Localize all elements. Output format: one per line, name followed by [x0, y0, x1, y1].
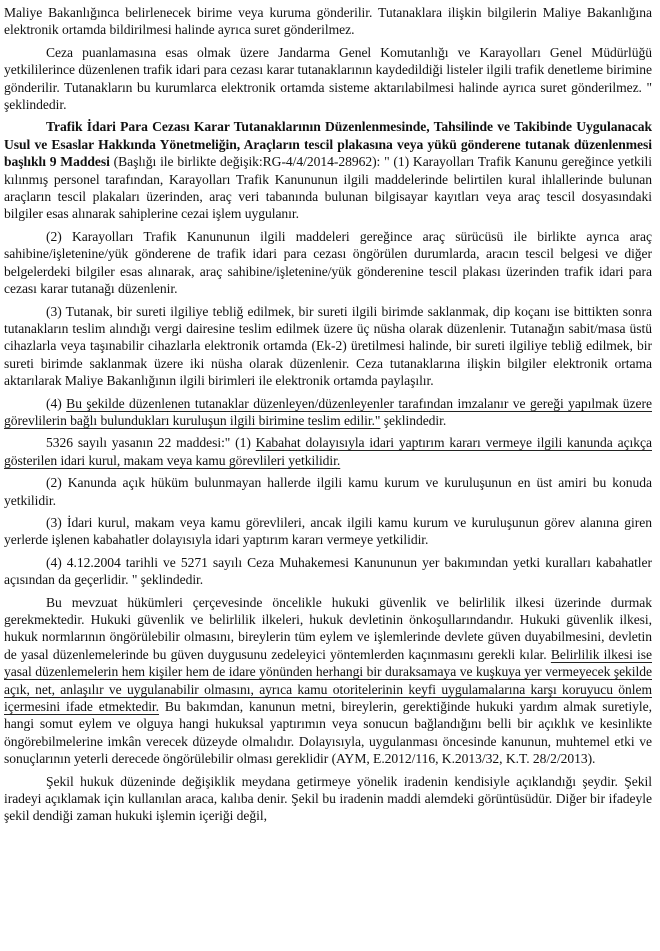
paragraph-12: Şekil hukuk düzeninde değişiklik meydana getirmeye yönelik iradenin kendisiyle açıklandığı şeydir. Şekil iradeyi açıklamak için kullanılan araca, kalıba denir. Şekil bu iradenin maddi alemdeki görüntüsüdür. Diğer bir ifadeyle şekil dendiği zaman hukuki işlemin içeriği değil, [4, 773, 652, 824]
paragraph-11-tail: Bu bakımdan, kanunun metni, bireylerin, gerektiğinde hukuki yardım almak suretiyle, hangi somut eylem ve olguya hangi hukuksal yaptırımın veya sonucun bağlandığını belli bir açıklık ve kesinlikte öngörebilmelerine imkân verecek düzeyde olmalıdır. Dolayısıyla, uygulanması öncesinde kanunun, muhtemel etki ve sonuçlarının yeterli derecede öngörülebilir olması gereklidir (AYM, E.2012/116, K.2013/32, K.T. 28/2/2013). [4, 699, 652, 767]
paragraph-6-lead: (4) [46, 395, 67, 411]
underlined-passage: Bu şekilde düzenlenen tutanaklar düzenleyen/düzenleyenler tarafından imzalanır ve gereği yapılmak üzere görevlilerin bağlı bulundukları kuruluşun ilgili birimine teslim edilir." [4, 395, 652, 428]
regulation-heading: Trafik İdari Para Cezası Karar Tutanaklarının Düzenlenmesinde, Tahsilinde ve Takibinde Uygulanacak Usul ve Esaslar Hakkında Yönetmeliğin, Araçların tescil plakasına veya yükü gönderene tutanak düzenlenmesi başlıklı 9 Maddesi [4, 119, 652, 170]
paragraph-6-tail: şeklindedir. [380, 412, 447, 428]
underlined-passage: Kabahat dolayısıyla idari yaptırım kararı vermeye ilgili kanunda açıkça gösterilen idari kurul, makam veya kamu görevlileri yetkilidir. [4, 435, 652, 468]
paragraph-2: Ceza puanlamasına esas olmak üzere Jandarma Genel Komutanlığı ve Karayolları Genel Müdürlüğü yetkililerince düzenlenen trafik idari para cezası karar tutanaklarının kaydedildiği listeler ilgili trafik denetleme birimine gönderilir. Tutanakların bu kurumlarca elektronik ortamda sisteme aktarılabilmesi halinde ayrıca suret gönderilmez. " şeklindedir. [4, 44, 652, 113]
paragraph-4: (2) Karayolları Trafik Kanununun ilgili maddeleri gereğince araç sürücüsü ile birlikte ayrıca araç sahibine/işletenine/yük gönderene de trafik idari para cezası öngörülen durumlarda, aracın tescil belgesi ve diğer belgelerdeki bilgiler esas alınarak, araç sahibine/işletenine/yük gönderenine tescil plakası üzerinden trafik idari para cezası karar tutanağı düzenlenir. [4, 228, 652, 297]
document-page [4, 4, 652, 829]
paragraph-7-lead: 5326 sayılı yasanın 22 maddesi:" (1) [46, 435, 256, 451]
paragraph-7 [4, 434, 652, 469]
paragraph-3 [4, 118, 652, 222]
paragraph-9: (3) İdari kurul, makam veya kamu görevlileri, ancak ilgili kamu kurum ve kuruluşunun görev alanına giren yerlerde işlenen kabahatler dolayısıyla idari yaptırım kararı vermeye yetkilidir. [4, 514, 652, 548]
paragraph-8: (2) Kanunda açık hüküm bulunmayan hallerde ilgili kamu kurum ve kuruluşunun en üst amiri bu konuda yetkilidir. [4, 475, 652, 508]
paragraph-5: (3) Tutanak, bir sureti ilgiliye tebliğ edilmek, bir sureti ilgili birimde saklanmak, dip koçanı ise bittikten sonra tutanakların teslim alındığı vergi dairesine teslim edilmek üzere üç nüsha olarak düzenlenir. Tutanağın sabit/masa üstü cihazlarla veya taşınabilir cihazlarla elektronik ortamda (Ek-2) üretilmesi halinde, bir sureti ilgiliye tebliğ edilmek, bir sureti birimde saklanmak üzere iki nüsha olarak düzenlenir. Ceza tutanaklarına ilişkin bilgiler elektronik ortama aktarılarak Maliye Bakanlığının ilgili birimleri ile elektronik ortamda paylaşılır. [4, 303, 652, 389]
paragraph-3-text: (Başlığı ile birlikte değişik:RG-4/4/2014-28962): " (1) Karayolları Trafik Kanunu gereğince yetkili kılınmış personel tarafından, Karayolları Trafik Kanununun ilgili maddelerinde belirtilen kural ihlallerinde bulunan araçların tescil plakaları üzerinden, araç veri tabanında bulunan bilgisayar kayıtları veya araç tescil dosyasındaki bilgiler esas alınarak sahiplerine cezai işlem uygulanır. [4, 154, 652, 222]
paragraph-1: Maliye Bakanlığınca belirlenecek birime veya kuruma gönderilir. Tutanaklara ilişkin bilgilerin Maliye Bakanlığına elektronik ortamda bildirilmesi halinde ayrıca suret gönderilmez. [4, 5, 652, 38]
underlined-passage: Belirlilik ilkesi ise yasal düzenlemelerin hem kişiler hem de idare yönünden herhangi bir duraksamaya ve kuşkuya yer vermeyecek şekilde açık, net, anlaşılır ve uygulanabilir olmasını, ayrıca kamu otoritelerinin keyfi uygulamalarına karşı koruyucu önlem içermesini ifade etmektedir. [4, 646, 652, 715]
paragraph-10: (4) 4.12.2004 tarihli ve 5271 sayılı Ceza Muhakemesi Kanununun yer bakımından yetki kuralları kabahatler açısından da geçerlidir. " şeklindedir. [4, 554, 652, 588]
paragraph-6 [4, 395, 652, 430]
paragraph-11-lead: Bu mevzuat hükümleri çerçevesinde öncelikle hukuki güvenlik ve belirlilik ilkesi üzerinde durmak gerekmektedir. Hukuki güvenlik ve belirlilik ilkeleri, hukuk devletinin önkoşullarındandır. Hukuki güvenlik ilkesi, hukuk normlarının öngörülebilir olmasını, bireylerin tüm eylem ve işlemlerinde devlete güven duyabilmesini, devletin de yasal düzenlemelerinde bu güven duygusunu zedeleyici yöntemlerden kaçınmasını gerekli kılar. [4, 594, 652, 662]
paragraph-11 [4, 594, 652, 768]
